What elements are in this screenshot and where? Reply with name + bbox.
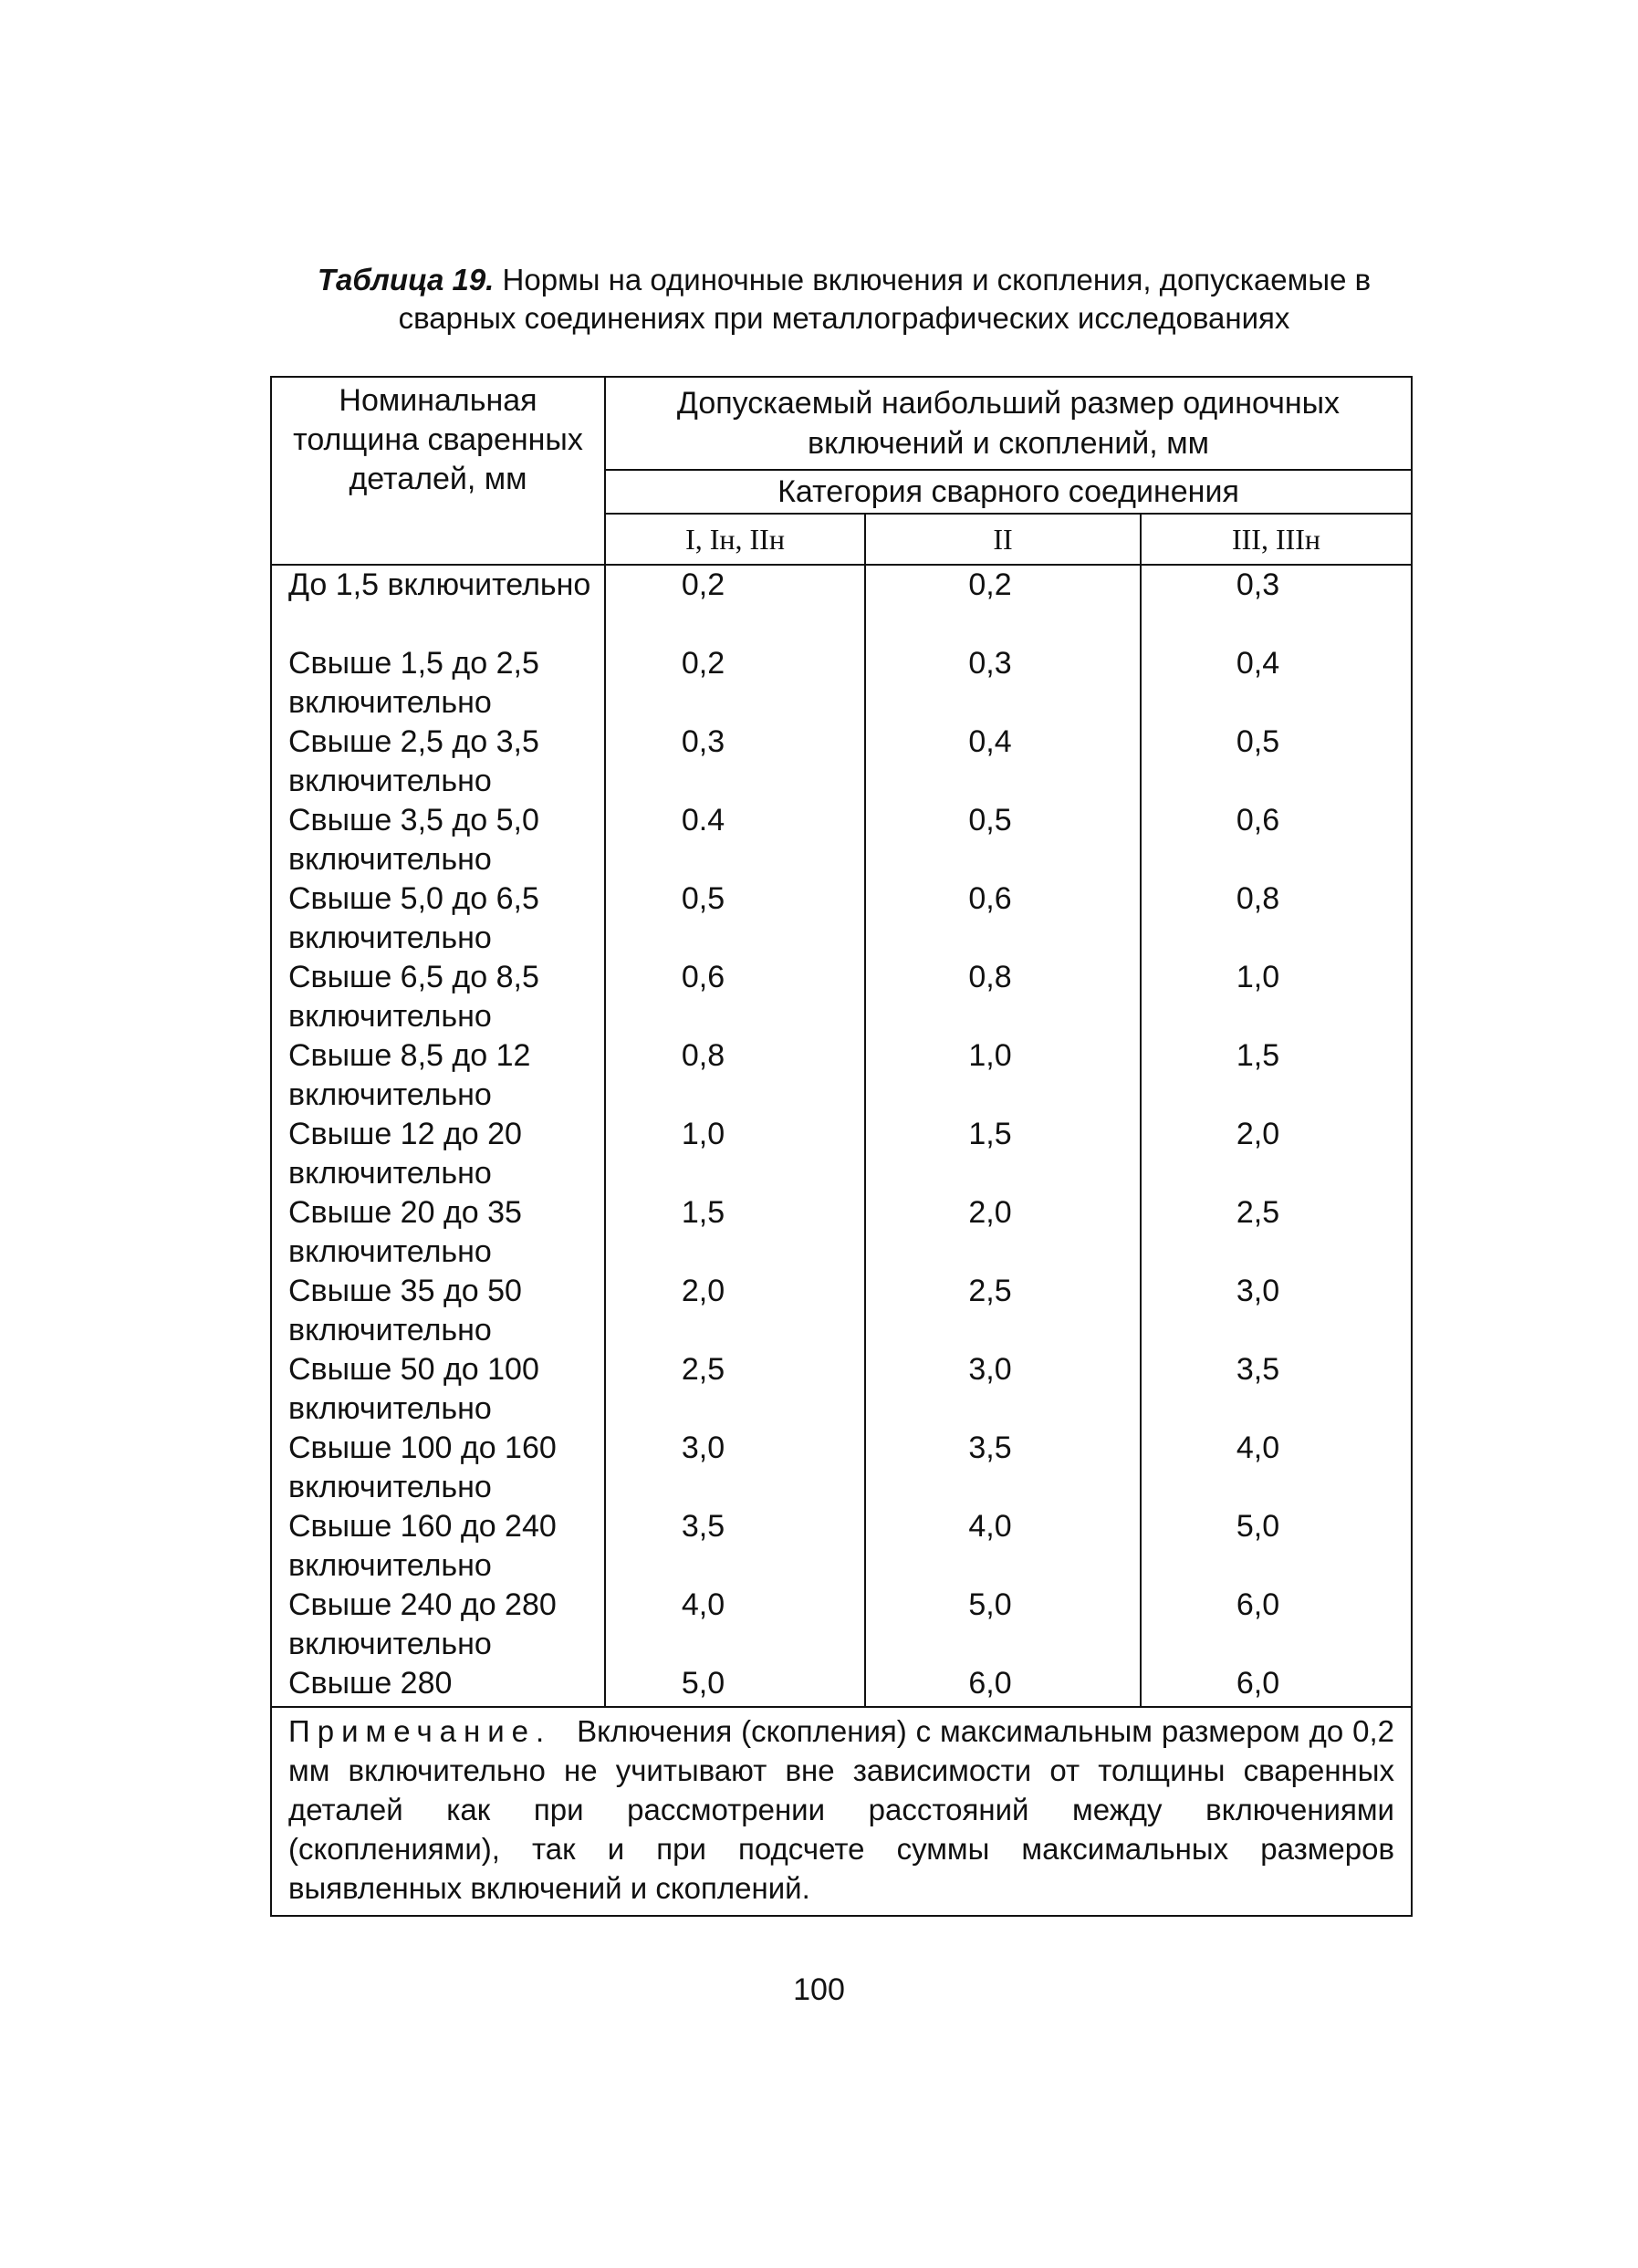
header-column-1: I, Iн, IIн bbox=[605, 514, 865, 565]
table-row bbox=[271, 1115, 1412, 1193]
table-note bbox=[271, 1707, 1412, 1916]
row-value-cat3: 3,5 bbox=[1141, 1350, 1412, 1429]
row-value-cat2: 0,5 bbox=[865, 801, 1141, 879]
row-value-cat1: 0,6 bbox=[605, 958, 865, 1036]
table-row bbox=[271, 644, 1412, 723]
row-value-cat3: 0,5 bbox=[1141, 723, 1412, 801]
table-row bbox=[271, 565, 1412, 644]
table-row bbox=[271, 1272, 1412, 1350]
header-column-3: III, IIIн bbox=[1141, 514, 1412, 565]
norms-table bbox=[270, 376, 1413, 1917]
row-value-cat1: 3,0 bbox=[605, 1429, 865, 1507]
row-value-cat1: 0,2 bbox=[605, 565, 865, 644]
table-row bbox=[271, 879, 1412, 958]
row-value-cat3: 3,0 bbox=[1141, 1272, 1412, 1350]
row-value-cat2: 0,8 bbox=[865, 958, 1141, 1036]
row-value-cat2: 4,0 bbox=[865, 1507, 1141, 1586]
row-value-cat1: 0,2 bbox=[605, 644, 865, 723]
row-value-cat1: 5,0 bbox=[605, 1664, 865, 1707]
row-thickness: Свыше 240 до 280 включительно bbox=[271, 1586, 605, 1664]
table-row bbox=[271, 1193, 1412, 1272]
table-body bbox=[271, 565, 1412, 1916]
row-value-cat3: 5,0 bbox=[1141, 1507, 1412, 1586]
row-value-cat1: 2,0 bbox=[605, 1272, 865, 1350]
row-value-cat3: 0,4 bbox=[1141, 644, 1412, 723]
row-value-cat2: 5,0 bbox=[865, 1586, 1141, 1664]
row-thickness: Свыше 100 до 160 включительно bbox=[271, 1429, 605, 1507]
header-column-2: II bbox=[865, 514, 1141, 565]
table-row bbox=[271, 1036, 1412, 1115]
note-text: Включения (скопления) с максимальным размером до 0,2 мм включительно не учитывают вне зависимости от толщины сваренных деталей как при рассмотрении расстояний между включениями (скоплениями), так и при подсчете суммы максимальных размеров выявленных включений и скоплений. bbox=[288, 1714, 1394, 1905]
header-thickness: Номинальная толщина сваренных деталей, мм bbox=[271, 377, 605, 565]
row-value-cat2: 0,2 bbox=[865, 565, 1141, 644]
row-thickness: Свыше 50 до 100 включительно bbox=[271, 1350, 605, 1429]
row-value-cat3: 1,5 bbox=[1141, 1036, 1412, 1115]
row-value-cat2: 1,0 bbox=[865, 1036, 1141, 1115]
row-thickness: Свыше 12 до 20 включительно bbox=[271, 1115, 605, 1193]
row-value-cat3: 0,8 bbox=[1141, 879, 1412, 958]
row-value-cat1: 0,3 bbox=[605, 723, 865, 801]
row-value-cat3: 0,6 bbox=[1141, 801, 1412, 879]
table-row bbox=[271, 1429, 1412, 1507]
table-row bbox=[271, 723, 1412, 801]
row-value-cat2: 1,5 bbox=[865, 1115, 1141, 1193]
row-thickness: Свыше 280 bbox=[271, 1664, 605, 1707]
row-value-cat1: 1,5 bbox=[605, 1193, 865, 1272]
row-value-cat3: 2,5 bbox=[1141, 1193, 1412, 1272]
row-thickness: Свыше 6,5 до 8,5 включительно bbox=[271, 958, 605, 1036]
row-thickness: Свыше 1,5 до 2,5 включительно bbox=[271, 644, 605, 723]
row-value-cat1: 1,0 bbox=[605, 1115, 865, 1193]
row-value-cat2: 0,3 bbox=[865, 644, 1141, 723]
row-thickness: Свыше 20 до 35 включительно bbox=[271, 1193, 605, 1272]
table-row bbox=[271, 958, 1412, 1036]
header-max-size: Допускаемый наибольший размер одиночных включений и скоплений, мм bbox=[605, 377, 1412, 470]
row-thickness: До 1,5 включительно bbox=[271, 565, 605, 644]
row-value-cat2: 2,5 bbox=[865, 1272, 1141, 1350]
row-value-cat1: 2,5 bbox=[605, 1350, 865, 1429]
row-thickness: Свыше 8,5 до 12 включительно bbox=[271, 1036, 605, 1115]
table-note-row bbox=[271, 1707, 1412, 1916]
table-row bbox=[271, 1664, 1412, 1707]
row-value-cat3: 6,0 bbox=[1141, 1586, 1412, 1664]
row-value-cat1: 0,5 bbox=[605, 879, 865, 958]
row-value-cat2: 3,0 bbox=[865, 1350, 1141, 1429]
row-value-cat3: 2,0 bbox=[1141, 1115, 1412, 1193]
table-header bbox=[271, 377, 1412, 565]
row-value-cat2: 0,4 bbox=[865, 723, 1141, 801]
row-thickness: Свыше 2,5 до 3,5 включительно bbox=[271, 723, 605, 801]
row-thickness: Свыше 160 до 240 включительно bbox=[271, 1507, 605, 1586]
row-value-cat3: 4,0 bbox=[1141, 1429, 1412, 1507]
row-value-cat1: 4,0 bbox=[605, 1586, 865, 1664]
caption-text: Нормы на одиночные включения и скопления, допускаемые в сварных соединениях при металлографических исследованиях bbox=[398, 263, 1372, 335]
row-value-cat2: 2,0 bbox=[865, 1193, 1141, 1272]
header-category: Категория сварного соединения bbox=[605, 470, 1412, 514]
row-value-cat3: 0,3 bbox=[1141, 565, 1412, 644]
row-value-cat1: 0,8 bbox=[605, 1036, 865, 1115]
row-thickness: Свыше 5,0 до 6,5 включительно bbox=[271, 879, 605, 958]
row-value-cat2: 6,0 bbox=[865, 1664, 1141, 1707]
table-row bbox=[271, 1586, 1412, 1664]
row-value-cat3: 6,0 bbox=[1141, 1664, 1412, 1707]
caption-label: Таблица 19. bbox=[317, 263, 495, 297]
row-thickness: Свыше 3,5 до 5,0 включительно bbox=[271, 801, 605, 879]
row-value-cat1: 0.4 bbox=[605, 801, 865, 879]
table-row bbox=[271, 801, 1412, 879]
row-value-cat2: 0,6 bbox=[865, 879, 1141, 958]
row-value-cat3: 1,0 bbox=[1141, 958, 1412, 1036]
row-value-cat1: 3,5 bbox=[605, 1507, 865, 1586]
table-row bbox=[271, 1350, 1412, 1429]
table-caption bbox=[265, 261, 1424, 338]
row-value-cat2: 3,5 bbox=[865, 1429, 1141, 1507]
page-number: 100 bbox=[793, 1972, 845, 2007]
note-heading: Примечание. bbox=[288, 1714, 552, 1748]
table-row bbox=[271, 1507, 1412, 1586]
row-thickness: Свыше 35 до 50 включительно bbox=[271, 1272, 605, 1350]
